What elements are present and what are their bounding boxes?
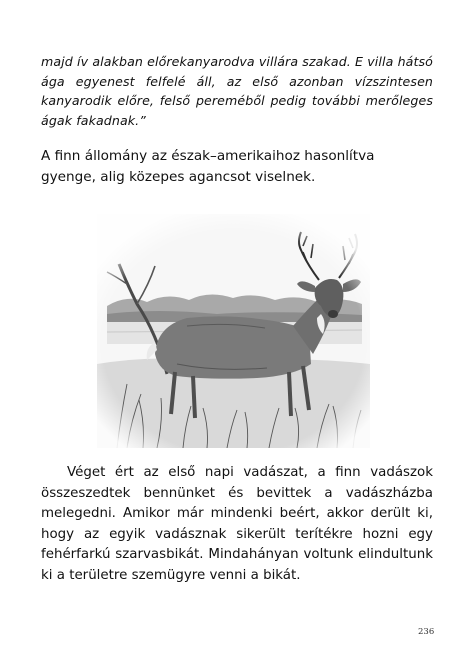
quote-paragraph (41, 52, 433, 130)
white-tailed-deer-icon (97, 214, 370, 448)
deer-illustration (97, 214, 370, 448)
page-number: 236 (418, 627, 435, 637)
paragraph-finn-antlers: A finn állomány az észak–amerikaihoz hasonlítva gyenge, alig közepes agancsot viselnek. (41, 148, 375, 185)
quote-text: majd ív alakban előrekanyarodva villára szakad. E villa hátsó ága egyenest felfelé áll, az első azonban vízszintesen kanyarodik előre, felső pereméből pedig további merőleges ágak fakadnak.” (41, 54, 433, 128)
paragraph-hunt-story: Véget ért az első napi vadászat, a finn vadászok összeszedtek bennünket és bevittek a vadászházba melegedni. Amikor már mindenki beért, akkor derült ki, hogy az egyik vadásznak sikerült terítékre hozni egy fehérfarkú szarvasbikát. Mindahányan voltunk elindultunk ki a területre szemügyre venni a bikát. (41, 465, 433, 583)
